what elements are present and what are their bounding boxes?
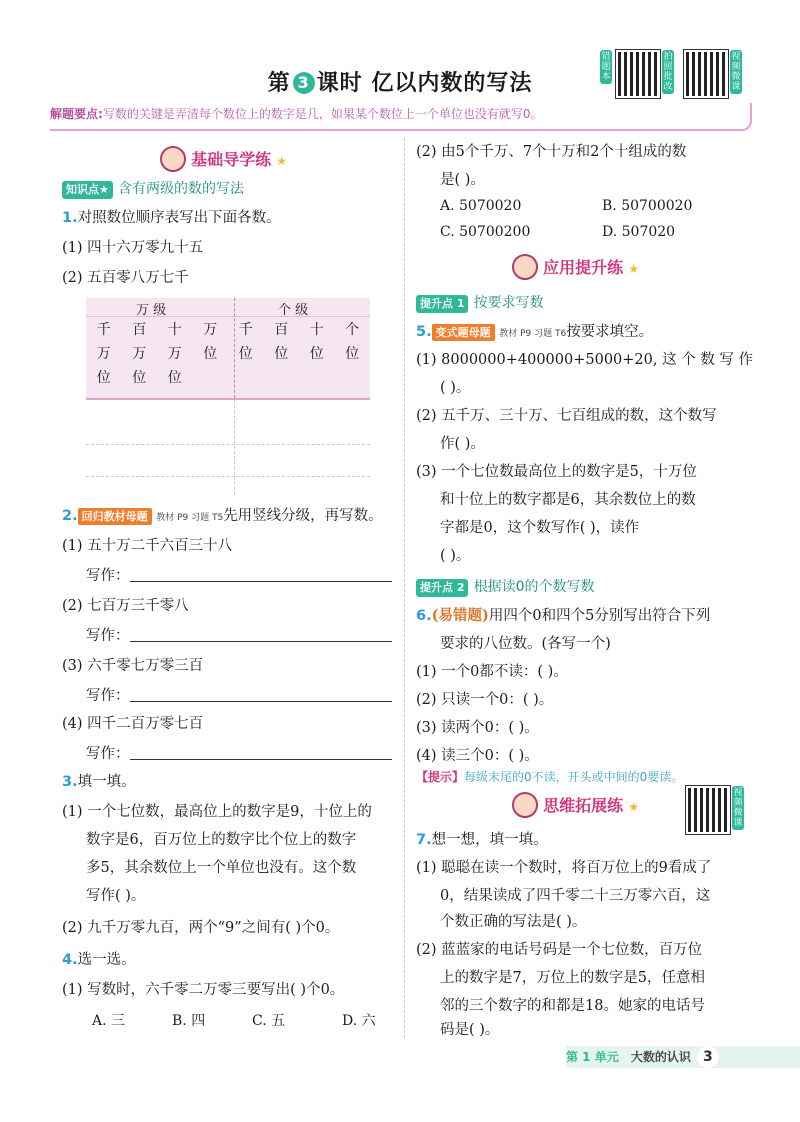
q4-stem: 4.选一选。 — [62, 952, 136, 968]
hint: 【提示】每级末尾的0不读，开头或中间的0要读。 — [416, 770, 684, 784]
q6-stem: 6.(易错题)用四个0和四个5分别写出符合下列 — [416, 607, 711, 624]
q7-p1-line1: (1) 聪聪在读一个数时，将百万位上的9看成了 — [416, 860, 712, 876]
q5-p3-line2: 和十位上的数字都是6，其余数位上的数 — [440, 492, 696, 508]
q3-p1-line3: 多5，其余数位上一个单位也没有。这个数 — [86, 860, 357, 876]
q6-line2: 要求的八位数。(各写一个) — [440, 636, 611, 652]
col-qianwan: 千 万 位 — [96, 322, 111, 386]
section-basic-heading: 基础导学练 ★ — [160, 146, 287, 172]
q2-write-2: 写作： — [86, 626, 392, 646]
star-icon: ★ — [628, 262, 639, 276]
q3-p2[interactable]: (2) 九千万零九百，两个“9”之间有( )个0。 — [62, 920, 340, 936]
q6-item-3[interactable]: (3) 读两个0：( )。 — [416, 720, 539, 736]
q5-p3-line4[interactable]: ( )。 — [440, 548, 471, 564]
col-baiwan: 百 万 位 — [132, 322, 147, 386]
qr-code-icon — [686, 786, 730, 834]
q2-item-1: (1) 五十万二千六百三十八 — [62, 538, 233, 554]
q4-p2-line2[interactable]: 是( )。 — [440, 172, 485, 188]
level-wan: 万 级 — [136, 303, 167, 318]
page-number: 3 — [697, 1046, 719, 1068]
qr-code-icon — [684, 50, 728, 98]
col-shi: 十 位 — [309, 322, 324, 362]
star-icon: ★ — [628, 800, 639, 814]
qr-left-label: 错题本 — [601, 52, 611, 82]
q2-item-4: (4) 四千二百万零七百 — [62, 716, 204, 732]
page-title: 第 3 课时 亿以内数的写法 — [267, 71, 533, 96]
q4-option-a[interactable]: A. 三 — [92, 1013, 126, 1029]
q3-p1-line4[interactable]: 写作( )。 — [86, 888, 146, 904]
q7-p2-line3: 邻的三个数字的和都是18。她家的电话号 — [440, 998, 705, 1014]
textbook-ref: 教材 P9 习题 T5 — [156, 513, 224, 523]
q2-item-2: (2) 七百万三千零八 — [62, 598, 189, 614]
q1-stem: 1.对照数位顺序表写出下面各数。 — [62, 210, 281, 226]
q3-p1-line2: 数字是6，百万位上的数字比个位上的数字 — [86, 832, 357, 848]
col-shiwan: 十 万 位 — [167, 322, 182, 386]
q3-stem: 3.填一填。 — [62, 774, 136, 790]
q4p2-option-d[interactable]: D. 507020 — [602, 224, 676, 240]
q5-stem: 5. 变式题母题 教材 P9 习题 T6按要求填空。 — [416, 324, 654, 340]
section-apply-heading: 应用提升练 ★ — [512, 254, 639, 280]
q2-stem: 2. 回归教材母题 教材 P9 习题 T5先用竖线分级，再写数。 — [62, 508, 383, 524]
q3-p1-line1: (1) 一个七位数，最高位上的数字是9，十位上的 — [62, 804, 372, 820]
q7-stem: 7.想一想，填一填。 — [416, 832, 548, 848]
q2-item-3: (3) 六千零七万零三百 — [62, 658, 204, 674]
cartoon-face-icon — [512, 254, 538, 280]
q7-p1-line2: 0，结果读成了四千零二十三万零六百，这 — [440, 888, 711, 904]
col-qian: 千 位 — [238, 322, 253, 362]
q5-p2-line1: (2) 五千万、三十万、七百组成的数，这个数写 — [416, 408, 717, 424]
knowledge-point-badge: 知识点★ — [62, 181, 113, 199]
key-point-bar — [50, 103, 752, 131]
q5-p1-line1: (1) 8000000+400000+5000+20, 这 个 数 写 作 — [416, 352, 754, 368]
q2-write-3: 写作： — [86, 686, 392, 706]
column-divider — [404, 138, 405, 1038]
improve-point-badge: 提升点 1 — [416, 295, 468, 313]
q7-p2-line1: (2) 蓝蓝家的电话号码是一个七位数，百万位 — [416, 942, 703, 958]
answer-line[interactable] — [130, 687, 392, 702]
q4-option-c[interactable]: C. 五 — [252, 1013, 286, 1029]
footer-unit-name: 大数的认识 — [630, 1050, 691, 1064]
cartoon-face-icon — [512, 792, 538, 818]
q1-item-1: (1) 四十六万零九十五 — [62, 240, 204, 256]
improve-point-2: 提升点 2 根据读0的个数写数 — [416, 576, 595, 597]
key-point-label: 解题要点: — [50, 107, 103, 121]
tag-mother-problem: 回归教材母题 — [78, 508, 152, 525]
key-point-text: 写数的关键是弄清每个数位上的数字是几，如果某个数位上一个单位也没有就写0。 — [102, 107, 543, 121]
textbook-ref: 教材 P9 习题 T6 — [499, 329, 567, 339]
page-footer — [566, 1046, 800, 1068]
q5-p3-line1: (3) 一个七位数最高位上的数字是5，十万位 — [416, 464, 697, 480]
q4-option-b[interactable]: B. 四 — [172, 1013, 206, 1029]
col-ge: 个 位 — [345, 322, 360, 362]
star-icon: ★ — [276, 154, 287, 168]
knowledge-point-1: 知识点★ 含有两级的数的写法 — [62, 178, 244, 199]
improve-point-1: 提升点 1 按要求写数 — [416, 292, 544, 313]
level-ge: 个 级 — [278, 303, 309, 318]
q2-write-1: 写作： — [86, 566, 392, 586]
q7-p1-line3[interactable]: 个数正确的写法是( )。 — [440, 914, 587, 930]
col-bai: 百 位 — [274, 322, 289, 362]
col-wan: 万 位 — [203, 322, 218, 362]
q5-p3-line3[interactable]: 字都是0，这个数写作( )，读作 — [440, 520, 640, 536]
qr-right-label: 视频微课 — [731, 52, 741, 92]
q4p2-option-b[interactable]: B. 50700020 — [602, 198, 693, 214]
q4p2-option-a[interactable]: A. 5070020 — [440, 198, 522, 214]
footer-unit: 第 1 单元 — [566, 1050, 619, 1064]
q4p2-option-c[interactable]: C. 50700200 — [440, 224, 531, 240]
tag-variant-problem: 变式题母题 — [432, 324, 495, 341]
q4-p2-line1: (2) 由5个千万、7个十万和2个十组成的数 — [416, 144, 687, 160]
lesson-number-badge: 3 — [293, 72, 315, 94]
place-value-answer-area[interactable] — [86, 400, 370, 495]
q7-p2-line4[interactable]: 码是( )。 — [440, 1022, 500, 1038]
qr-video-label: 视频微课 — [733, 788, 743, 828]
cartoon-face-icon — [160, 146, 186, 172]
answer-line[interactable] — [130, 567, 392, 582]
qr-left-label2: 拍照批改 — [663, 52, 673, 92]
q6-item-4[interactable]: (4) 读三个0：( )。 — [416, 748, 539, 764]
answer-line[interactable] — [130, 627, 392, 642]
q1-item-2: (2) 五百零八万七千 — [62, 270, 189, 286]
place-value-table — [86, 298, 370, 400]
q4-p1[interactable]: (1) 写数时，六千零二万零三要写出( )个0。 — [62, 982, 345, 998]
q4-option-d[interactable]: D. 六 — [342, 1013, 376, 1029]
q5-p2-line2[interactable]: 作( )。 — [440, 436, 485, 452]
answer-line[interactable] — [130, 745, 392, 760]
q6-item-2[interactable]: (2) 只读一个0：( )。 — [416, 692, 554, 708]
q7-p2-line2: 上的数字是7，万位上的数字是5，任意相 — [440, 970, 705, 986]
q2-write-4: 写作： — [86, 744, 392, 764]
q5-p1-line2[interactable]: ( )。 — [440, 380, 471, 396]
q6-item-1[interactable]: (1) 一个0都不读：( )。 — [416, 664, 568, 680]
qr-code-icon — [616, 50, 660, 98]
section-think-heading: 思维拓展练 ★ — [512, 792, 639, 818]
tag-error-prone: (易错题) — [431, 607, 489, 624]
improve-point-badge: 提升点 2 — [416, 579, 468, 597]
